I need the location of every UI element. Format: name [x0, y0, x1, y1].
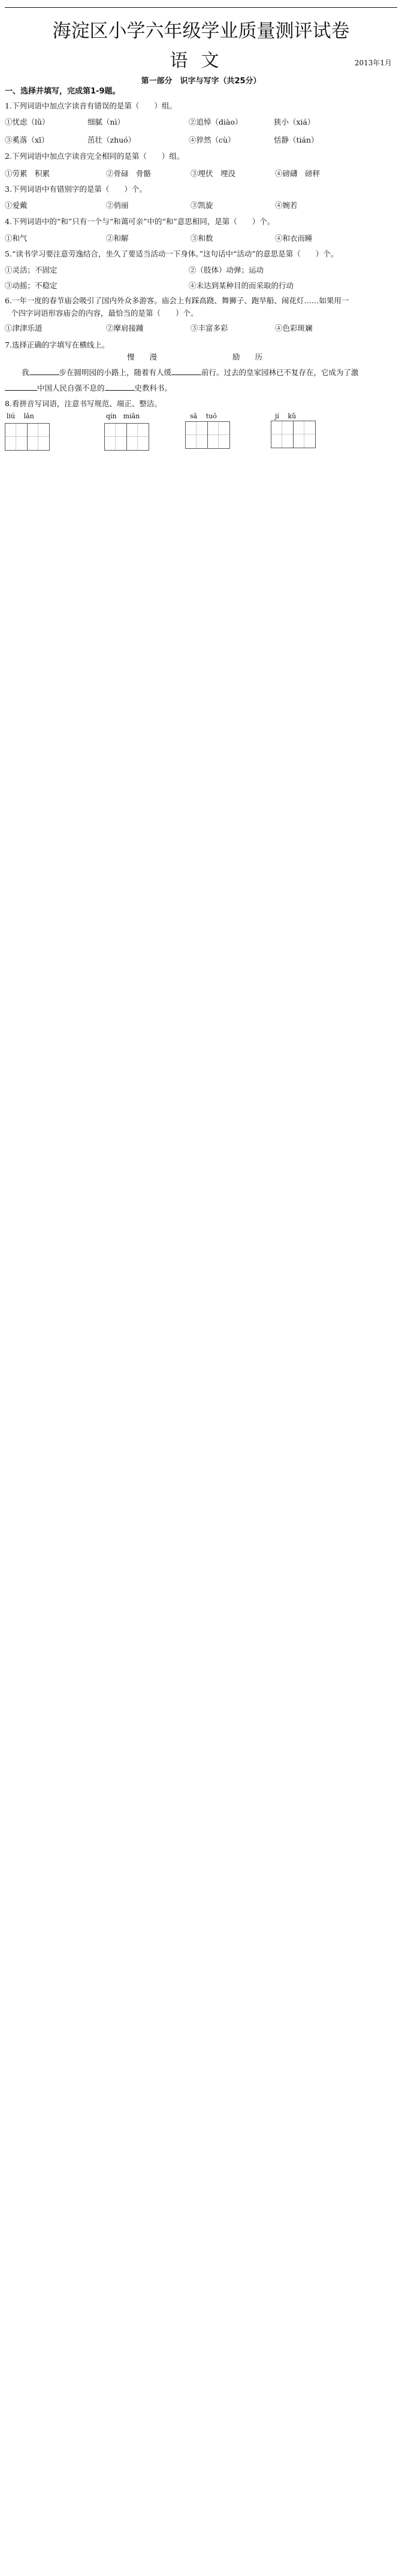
q7-blank-2[interactable]: [171, 367, 201, 375]
writing-grid-ji-ku[interactable]: [271, 421, 316, 448]
q6-option: ④色彩斑斓: [275, 324, 313, 333]
exam-page-1: [0, 0, 402, 662]
writing-grid-qin-mian[interactable]: [104, 423, 149, 451]
q4-stem: 4.下列词语中的“和”只有一个与“和蔼可亲”中的“和”意思相同，是第（ ）个。: [5, 217, 275, 226]
exam-date: 2013年1月: [354, 59, 392, 67]
q1-option: 细腻（nì）: [87, 117, 125, 126]
q1-option: ③奚落（xī）: [5, 135, 49, 144]
q2-option: ②骨碌 骨骼: [106, 169, 152, 178]
q6-stem-1: 6.一年一度的春节庙会吸引了国内外众多游客。庙会上有踩高跷、舞狮子、跑旱船、闹花灯……如果用一: [5, 296, 349, 305]
q4-option: ③和数: [191, 234, 213, 243]
q8-heading: 8.看拼音写词语，注意书写规范、端正、整洁。: [5, 399, 162, 408]
q2-option: ③埋伏 埋没: [191, 169, 236, 178]
q5-option: ③动摇；不稳定: [5, 281, 58, 290]
q5-option: ①灵活；不固定: [5, 265, 58, 274]
q7-choices-2: 励 历: [232, 352, 263, 361]
q1-option: ④猝然（cù）: [189, 135, 235, 144]
pinyin-liu-lan: liú lǎn: [7, 412, 34, 420]
q1-option: ②追悼（diào）: [189, 117, 243, 126]
part1-heading: 第一部分 识字与写字（共25分）: [141, 77, 261, 86]
page-top-rule: [5, 7, 397, 8]
q4-option: ①和气: [5, 234, 28, 243]
q5-stem: 5.“读书学习要注意劳逸结合，坐久了要适当活动一下身体。”这句话中“活动”的意思是第（ ）个。: [5, 249, 338, 258]
q3-stem: 3.下列词语中有错别字的是第（ ）个。: [5, 185, 147, 194]
q3-option: ④婉若: [275, 201, 298, 210]
q3-option: ③凯旋: [191, 201, 213, 210]
q7-sentence-2: [5, 382, 172, 393]
exam-subject: 语文: [170, 50, 232, 71]
q1-option: 狭小（xiá）: [274, 117, 315, 126]
q7-text: 中国人民自强不息的: [37, 383, 105, 392]
q6-stem-line2: 个四字词语形容庙会的内容，最恰当的是第（ ）个。: [11, 309, 198, 318]
q2-option: ④磅礴 磅秤: [275, 169, 321, 178]
q4-option: ④和衣而睡: [275, 234, 313, 243]
q3-option: ②俏丽: [106, 201, 129, 210]
q7-title: 7.选择正确的字填写在横线上。: [5, 340, 110, 349]
q2-option: ①劳累 积累: [5, 169, 50, 178]
q7-text: 史教科书。: [134, 383, 173, 392]
q4-option: ②和解: [106, 234, 129, 243]
q7-text: 我: [22, 368, 29, 377]
q5-option: ②（肢体）动弹；运动: [189, 265, 264, 274]
q6-option: ②摩肩接踵: [106, 324, 144, 333]
pinyin-ji-ku: jí kǔ: [275, 412, 297, 420]
q7-blank-1[interactable]: [29, 367, 59, 375]
q3-option: ①爱戴: [5, 201, 28, 210]
writing-grid-sa-tuo[interactable]: [185, 421, 230, 449]
pinyin-qin-mian: qín miǎn: [106, 412, 140, 420]
exam-title: 海淀区小学六年级学业质量测评试卷: [52, 20, 350, 42]
q1-stem: 1.下列词语中加点字读音有错误的是第（ ）组。: [5, 101, 177, 110]
q7-text: 步在圆明园的小路上，随着有人缓: [59, 368, 172, 377]
q1-option: ①忧虑（lǜ）: [5, 117, 50, 126]
q7-blank-3[interactable]: [5, 383, 37, 391]
q7-sentence-1: [22, 367, 359, 378]
q2-stem-visible: 2.下列词语中加点字读音完全相同的是第（ ）组。: [5, 152, 185, 161]
q1-option: 恬静（tián）: [274, 135, 319, 144]
q6-option: ③丰富多彩: [191, 324, 228, 333]
q7-blank-4[interactable]: [105, 383, 135, 391]
pinyin-sa-tuo: sǎ tuō: [190, 412, 217, 420]
q6-option: ①津津乐道: [5, 324, 43, 333]
q7-choices-1: 慢 漫: [127, 352, 158, 361]
q1-option: 茁壮（zhuó）: [87, 135, 136, 144]
q7-text: 前行。过去的皇家园林已不复存在，它成为了激: [201, 368, 359, 377]
section1-heading: 一、选择并填写，完成第1-9题。: [5, 87, 120, 96]
writing-grid-liu-lan[interactable]: [5, 423, 50, 451]
q5-option: ④未达到某种目的而采取的行动: [189, 281, 294, 290]
